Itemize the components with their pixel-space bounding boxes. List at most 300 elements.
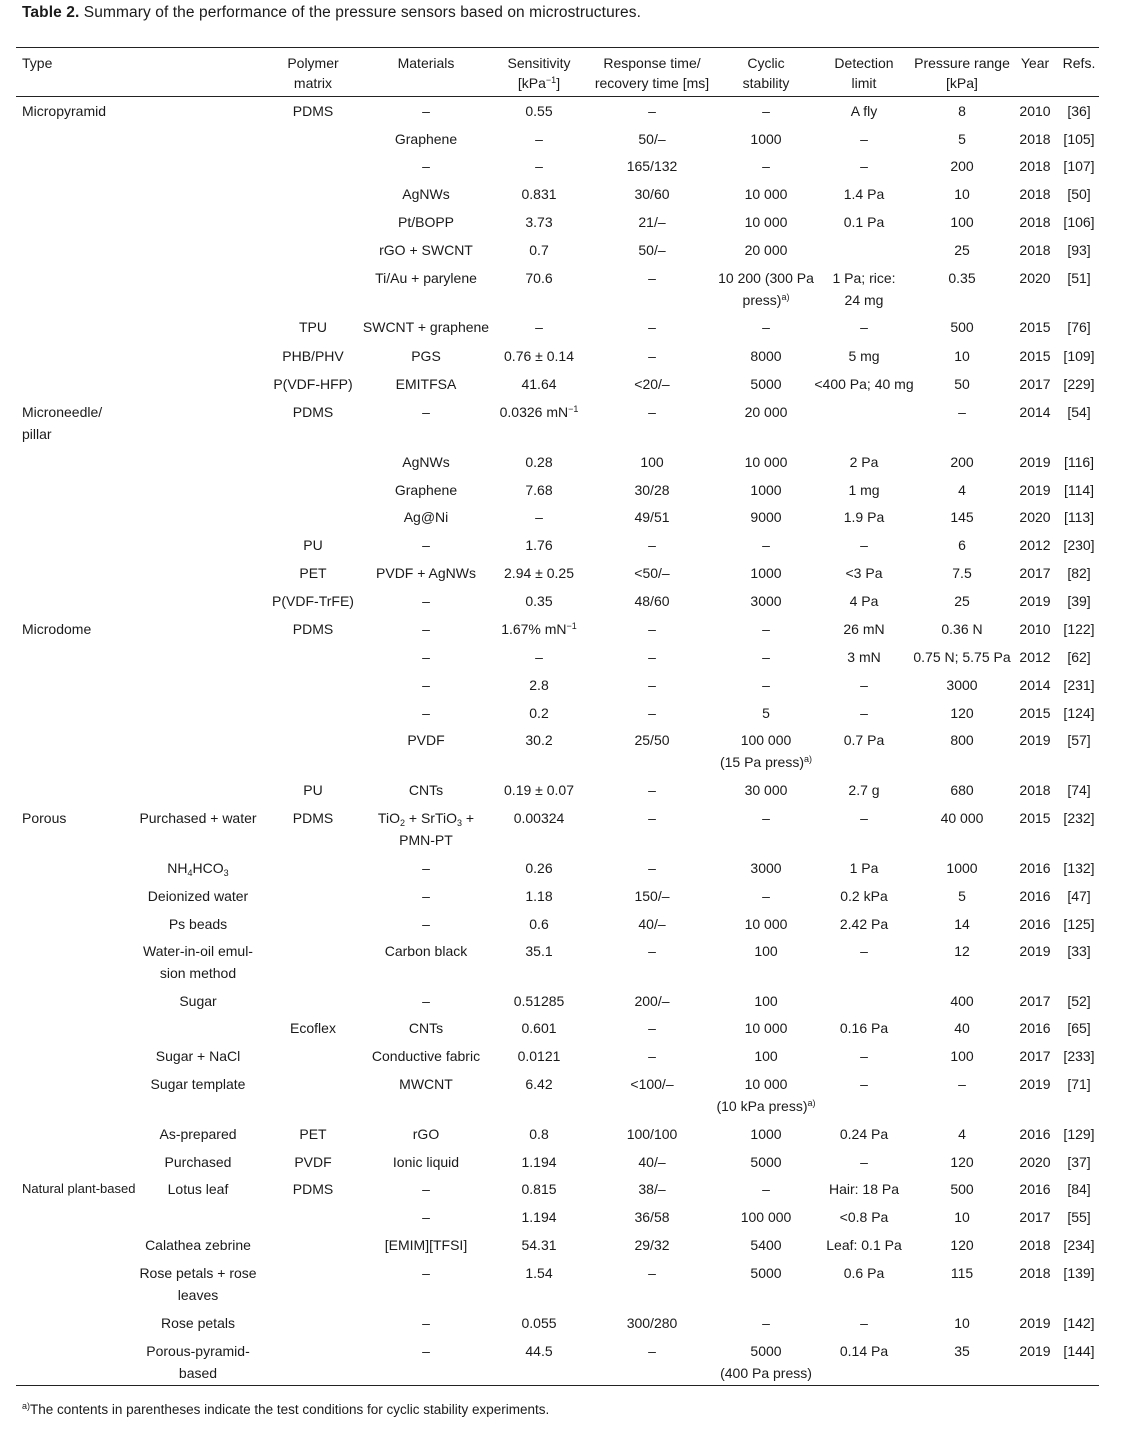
cell-range: 1000 xyxy=(946,860,978,876)
cell-det: – xyxy=(860,131,868,147)
cell-range: 10 xyxy=(954,186,970,202)
cell-refs: [234] xyxy=(1063,1237,1095,1253)
cell-resp: 29/32 xyxy=(634,1237,670,1253)
cell-cyc: – xyxy=(762,888,770,904)
cell-range: 5 xyxy=(958,888,966,904)
cell-year: 2010 xyxy=(1019,103,1051,119)
cell-cyc: – xyxy=(762,103,770,119)
cell-materials: Ti/Au + parylene xyxy=(375,270,477,286)
cell-refs: [107] xyxy=(1063,158,1095,174)
cell-range: 50 xyxy=(954,376,970,392)
cell-refs: [52] xyxy=(1067,993,1091,1009)
cell-year: 2018 xyxy=(1019,131,1051,147)
cell-range: 4 xyxy=(958,482,966,498)
cell-range: 200 xyxy=(950,454,974,470)
cell-year: 2010 xyxy=(1019,621,1051,637)
cell-cyc: – xyxy=(762,1181,770,1197)
cell-det: 1.4 Pa xyxy=(843,186,885,202)
cell-range: 145 xyxy=(950,509,974,525)
cell-resp: <50/– xyxy=(634,565,670,581)
cell-range: 680 xyxy=(950,782,974,798)
cell-resp: 100 xyxy=(640,454,664,470)
cell-year: 2019 xyxy=(1019,1076,1051,1092)
cell-sens: 2.94 ± 0.25 xyxy=(504,565,574,581)
cell-range: 4 xyxy=(958,1126,966,1142)
cell-materials: Graphene xyxy=(394,482,458,498)
cell-refs: [57] xyxy=(1067,732,1091,748)
cell-materials: rGO xyxy=(412,1126,440,1142)
cell-resp: 300/280 xyxy=(626,1315,678,1331)
cell-sens: 0.19 ± 0.07 xyxy=(504,782,574,798)
cell-materials: SWCNT + graphene xyxy=(362,319,490,335)
cell-resp: 200/– xyxy=(634,993,670,1009)
cell-sub: Purchased xyxy=(164,1154,232,1170)
cell-year: 2016 xyxy=(1019,1020,1051,1036)
cell-sens: 0.831 xyxy=(521,186,557,202)
cell-year: 2018 xyxy=(1019,1265,1051,1281)
cell-refs: [47] xyxy=(1067,888,1091,904)
cell-matrix: PU xyxy=(303,782,323,798)
cell-type: Microdome xyxy=(22,621,92,637)
cell-resp: 100/100 xyxy=(626,1126,678,1142)
cell-sub: Rose petals xyxy=(161,1315,235,1331)
cell-year: 2016 xyxy=(1019,1181,1051,1197)
cell-det: 5 mg xyxy=(848,348,880,364)
header-range: Pressure range [kPa] xyxy=(914,55,1010,91)
cell-range: 25 xyxy=(954,593,970,609)
cell-sens: 6.42 xyxy=(525,1076,553,1092)
cell-det: 0.14 Pa xyxy=(839,1343,889,1359)
cell-sens: 44.5 xyxy=(525,1343,553,1359)
cell-type: Microneedle/ pillar xyxy=(22,404,103,442)
cell-resp: 40/– xyxy=(638,1154,666,1170)
cell-refs: [142] xyxy=(1063,1315,1095,1331)
cell-refs: [65] xyxy=(1067,1020,1091,1036)
cell-refs: [229] xyxy=(1063,376,1095,392)
cell-resp: – xyxy=(648,705,656,721)
cell-sub: Water-in-oil emul- sion method xyxy=(143,943,253,981)
cell-materials: PVDF + AgNWs xyxy=(376,565,476,581)
cell-resp: – xyxy=(648,103,656,119)
cell-refs: [109] xyxy=(1063,348,1095,364)
cell-det: 2 Pa xyxy=(849,454,879,470)
cell-cyc: 5000 xyxy=(750,376,782,392)
cell-resp: – xyxy=(648,348,656,364)
cell-refs: [76] xyxy=(1067,319,1091,335)
cell-cyc: – xyxy=(762,810,770,826)
cell-range: 800 xyxy=(950,732,974,748)
cell-sens: – xyxy=(535,509,543,525)
cell-det: 0.24 Pa xyxy=(839,1126,889,1142)
cell-sub: Ps beads xyxy=(168,916,228,932)
footnote: $^{a)}$The contents in parentheses indicate the test conditions for cyclic stability experiments. xyxy=(22,1401,550,1417)
cell-det: – xyxy=(860,677,868,693)
cell-materials: PVDF xyxy=(407,732,445,748)
cell-resp: 21/– xyxy=(638,214,666,230)
cell-sens: 0.26 xyxy=(525,860,553,876)
cell-cyc: 5000 xyxy=(750,1154,782,1170)
cell-resp: – xyxy=(648,649,656,665)
cell-materials: – xyxy=(422,993,430,1009)
cell-matrix: PDMS xyxy=(292,404,334,420)
cell-matrix: Ecoflex xyxy=(290,1020,336,1036)
cell-cyc: 5 xyxy=(762,705,770,721)
cell-refs: [132] xyxy=(1063,860,1095,876)
cell-range: 35 xyxy=(954,1343,970,1359)
cell-cyc: 8000 xyxy=(750,348,782,364)
cell-sens: 70.6 xyxy=(525,270,553,286)
cell-materials: – xyxy=(422,916,430,932)
cell-sens: 0.35 xyxy=(525,593,553,609)
cell-resp: 25/50 xyxy=(634,732,670,748)
cell-refs: [74] xyxy=(1067,782,1091,798)
cell-year: 2012 xyxy=(1019,649,1051,665)
cell-year: 2017 xyxy=(1019,1209,1051,1225)
cell-det: – xyxy=(860,1048,868,1064)
cell-cyc: 5000 (400 Pa press) xyxy=(720,1343,812,1381)
cell-det: 0.6 Pa xyxy=(843,1265,885,1281)
cell-matrix: P(VDF-TrFE) xyxy=(272,593,354,609)
cell-cyc: – xyxy=(762,677,770,693)
cell-sub: Sugar + NaCl xyxy=(155,1048,241,1064)
cell-cyc: – xyxy=(762,319,770,335)
header-det: Detection limit xyxy=(834,55,894,91)
cell-sens: 0.6 xyxy=(529,916,549,932)
cell-cyc: 9000 xyxy=(750,509,782,525)
cell-det: – xyxy=(860,158,868,174)
cell-materials: – xyxy=(422,1343,430,1359)
cell-sens: 0.601 xyxy=(521,1020,557,1036)
cell-range: 25 xyxy=(954,242,970,258)
cell-cyc: 100 xyxy=(754,943,778,959)
cell-sens: 54.31 xyxy=(521,1237,557,1253)
cell-sens: 0.2 xyxy=(529,705,549,721)
cell-resp: 30/60 xyxy=(634,186,670,202)
cell-cyc: 20 000 xyxy=(744,404,788,420)
cell-sens: 1.54 xyxy=(525,1265,553,1281)
cell-sens: – xyxy=(535,131,543,147)
cell-cyc: 30 000 xyxy=(744,782,788,798)
cell-year: 2020 xyxy=(1019,509,1051,525)
cell-sens: 0.0326 $mN^{-1}$ xyxy=(499,404,579,420)
cell-matrix: PDMS xyxy=(292,621,334,637)
cell-resp: – xyxy=(648,537,656,553)
cell-resp: – xyxy=(648,1265,656,1281)
cell-det: 2.7 g xyxy=(848,782,880,798)
cell-resp: 40/– xyxy=(638,916,666,932)
cell-refs: [129] xyxy=(1063,1126,1095,1142)
cell-sens: 0.815 xyxy=(521,1181,557,1197)
cell-range: 40 xyxy=(954,1020,970,1036)
cell-resp: – xyxy=(648,1343,656,1359)
cell-matrix: PDMS xyxy=(292,103,334,119)
cell-sub: Purchased + water xyxy=(139,810,257,826)
cell-refs: [233] xyxy=(1063,1048,1095,1064)
cell-resp: 49/51 xyxy=(634,509,670,525)
cell-sens: 2.8 xyxy=(529,677,549,693)
cell-range: 10 xyxy=(954,348,970,364)
cell-refs: [93] xyxy=(1067,242,1091,258)
cell-det: – xyxy=(860,319,868,335)
cell-matrix: PET xyxy=(299,1126,327,1142)
top-rule xyxy=(16,47,1099,48)
cell-sens: 1.194 xyxy=(521,1209,557,1225)
cell-sens: 7.68 xyxy=(525,482,553,498)
cell-range: 0.35 xyxy=(948,270,976,286)
cell-range: 7.5 xyxy=(952,565,972,581)
cell-det: 1 Pa xyxy=(849,860,879,876)
cell-materials: – xyxy=(422,404,430,420)
cell-cyc: 10 000 xyxy=(744,1020,788,1036)
cell-year: 2016 xyxy=(1019,860,1051,876)
header-sens: Sensitivity [kPa$^{-1}$] xyxy=(507,55,571,91)
cell-refs: [84] xyxy=(1067,1181,1091,1197)
cell-year: 2016 xyxy=(1019,1126,1051,1142)
cell-resp: 38/– xyxy=(638,1181,666,1197)
cell-sens: – xyxy=(535,158,543,174)
cell-resp: 30/28 xyxy=(634,482,670,498)
cell-refs: [125] xyxy=(1063,916,1095,932)
cell-det: 1.9 Pa xyxy=(843,509,885,525)
cell-resp: <100/– xyxy=(630,1076,674,1092)
cell-cyc: 1000 xyxy=(750,131,782,147)
cell-year: 2015 xyxy=(1019,348,1051,364)
cell-cyc: – xyxy=(762,158,770,174)
cell-det: 0.16 Pa xyxy=(839,1020,889,1036)
cell-det: – xyxy=(860,537,868,553)
header-year: Year xyxy=(1020,55,1050,71)
cell-year: 2012 xyxy=(1019,537,1051,553)
cell-year: 2018 xyxy=(1019,782,1051,798)
cell-range: 6 xyxy=(958,537,966,553)
cell-resp: 48/60 xyxy=(634,593,670,609)
cell-sens: 0.7 xyxy=(529,242,549,258)
cell-year: 2019 xyxy=(1019,482,1051,498)
cell-year: 2020 xyxy=(1019,270,1051,286)
cell-matrix: PET xyxy=(299,565,327,581)
header-resp: Response time/ recovery time [ms] xyxy=(594,55,710,91)
cell-sens: 30.2 xyxy=(525,732,553,748)
cell-refs: [122] xyxy=(1063,621,1095,637)
cell-materials: CNTs xyxy=(408,1020,444,1036)
cell-resp: – xyxy=(648,621,656,637)
cell-det: – xyxy=(860,1315,868,1331)
cell-range: 10 xyxy=(954,1315,970,1331)
cell-year: 2019 xyxy=(1019,454,1051,470)
cell-year: 2019 xyxy=(1019,1315,1051,1331)
cell-cyc: 5000 xyxy=(750,1265,782,1281)
cell-sens: 35.1 xyxy=(525,943,553,959)
cell-refs: [71] xyxy=(1067,1076,1091,1092)
cell-materials: – xyxy=(422,649,430,665)
header-type: Type xyxy=(22,55,53,71)
cell-refs: [114] xyxy=(1063,482,1095,498)
cell-materials: AgNWs xyxy=(402,186,450,202)
cell-sens: 1.76 xyxy=(525,537,553,553)
cell-sens: 0.8 xyxy=(529,1126,549,1142)
header-refs: Refs. xyxy=(1062,55,1096,71)
cell-det: <400 Pa; 40 mg xyxy=(814,376,914,392)
cell-sub: As-prepared xyxy=(159,1126,237,1142)
cell-cyc: 100 xyxy=(754,993,778,1009)
cell-range: 40 000 xyxy=(940,810,984,826)
cell-cyc: 1000 xyxy=(750,1126,782,1142)
cell-sens: 3.73 xyxy=(525,214,553,230)
cell-materials: CNTs xyxy=(408,782,444,798)
cell-materials: Pt/BOPP xyxy=(397,214,455,230)
cell-materials: Carbon black xyxy=(384,943,468,959)
cell-resp: – xyxy=(648,1020,656,1036)
cell-cyc: 3000 xyxy=(750,860,782,876)
cell-refs: [39] xyxy=(1067,593,1091,609)
cell-cyc: – xyxy=(762,1315,770,1331)
cell-det: <3 Pa xyxy=(845,565,883,581)
cell-refs: [62] xyxy=(1067,649,1091,665)
cell-resp: 50/– xyxy=(638,242,666,258)
cell-materials: Graphene xyxy=(394,131,458,147)
cell-year: 2014 xyxy=(1019,677,1051,693)
cell-materials: – xyxy=(422,677,430,693)
cell-refs: [113] xyxy=(1063,509,1095,525)
cell-matrix: TPU xyxy=(299,319,327,335)
cell-refs: [106] xyxy=(1063,214,1095,230)
cell-year: 2019 xyxy=(1019,732,1051,748)
cell-cyc: 100 xyxy=(754,1048,778,1064)
cell-materials: PGS xyxy=(411,348,441,364)
cell-range: – xyxy=(958,404,966,420)
cell-year: 2019 xyxy=(1019,593,1051,609)
header-rule xyxy=(16,96,1099,97)
cell-refs: [230] xyxy=(1063,537,1095,553)
cell-type: Porous xyxy=(22,810,67,826)
cell-resp: 36/58 xyxy=(634,1209,670,1225)
cell-range: 500 xyxy=(950,1181,974,1197)
cell-range: – xyxy=(958,1076,966,1092)
cell-year: 2017 xyxy=(1019,1048,1051,1064)
cell-range: 10 xyxy=(954,1209,970,1225)
cell-materials: – xyxy=(422,1315,430,1331)
cell-range: 14 xyxy=(954,916,970,932)
cell-year: 2016 xyxy=(1019,916,1051,932)
cell-materials: – xyxy=(422,537,430,553)
cell-det: 26 mN xyxy=(843,621,885,637)
cell-materials: EMITFSA xyxy=(395,376,457,392)
cell-sub: Calathea zebrine xyxy=(145,1237,251,1253)
cell-range: 120 xyxy=(950,705,974,721)
cell-resp: <20/– xyxy=(634,376,670,392)
cell-cyc: 10 000 xyxy=(744,454,788,470)
caption-label: Table 2. xyxy=(22,4,80,21)
cell-cyc: 10 000 xyxy=(744,186,788,202)
cell-cyc: 10 000 xyxy=(744,214,788,230)
cell-sens: 0.51285 xyxy=(513,993,565,1009)
cell-refs: [124] xyxy=(1063,705,1095,721)
cell-resp: – xyxy=(648,782,656,798)
cell-range: 3000 xyxy=(946,677,978,693)
cell-range: 0.75 N; 5.75 Pa xyxy=(913,649,1011,665)
cell-matrix: PDMS xyxy=(292,810,334,826)
cell-year: 2017 xyxy=(1019,376,1051,392)
cell-range: 12 xyxy=(954,943,970,959)
cell-sens: 0.55 xyxy=(525,103,553,119)
cell-sub: Sugar template xyxy=(150,1076,246,1092)
cell-matrix: PVDF xyxy=(294,1154,332,1170)
cell-materials: – xyxy=(422,621,430,637)
cell-materials: – xyxy=(422,593,430,609)
cell-resp: – xyxy=(648,677,656,693)
cell-materials: – xyxy=(422,1265,430,1281)
cell-resp: – xyxy=(648,270,656,286)
cell-materials: Ionic liquid xyxy=(392,1154,460,1170)
cell-sub: Sugar xyxy=(179,993,217,1009)
cell-refs: [51] xyxy=(1067,270,1091,286)
cell-year: 2019 xyxy=(1019,1343,1051,1359)
cell-range: 8 xyxy=(958,103,966,119)
cell-refs: [116] xyxy=(1063,454,1095,470)
cell-sens: 1.194 xyxy=(521,1154,557,1170)
cell-resp: – xyxy=(648,1048,656,1064)
cell-det: 1 Pa; rice: 24 mg xyxy=(832,270,896,308)
cell-year: 2017 xyxy=(1019,993,1051,1009)
cell-range: 120 xyxy=(950,1237,974,1253)
cell-refs: [105] xyxy=(1063,131,1095,147)
cell-det: – xyxy=(860,1076,868,1092)
cell-year: 2018 xyxy=(1019,214,1051,230)
cell-materials: [EMIM][TFSI] xyxy=(384,1237,468,1253)
cell-year: 2018 xyxy=(1019,186,1051,202)
cell-materials: Ag@Ni xyxy=(403,509,449,525)
cell-refs: [232] xyxy=(1063,810,1095,826)
cell-cyc: 3000 xyxy=(750,593,782,609)
cell-range: 100 xyxy=(950,1048,974,1064)
cell-sens: 0.28 xyxy=(525,454,553,470)
cell-materials: – xyxy=(422,103,430,119)
cell-range: 100 xyxy=(950,214,974,230)
cell-materials: rGO + SWCNT xyxy=(379,242,473,258)
header-matrix: Polymer matrix xyxy=(287,55,339,91)
cell-matrix: PHB/PHV xyxy=(282,348,344,364)
cell-materials: – xyxy=(422,888,430,904)
cell-cyc: – xyxy=(762,649,770,665)
cell-materials: MWCNT xyxy=(399,1076,453,1092)
cell-matrix: PDMS xyxy=(292,1181,334,1197)
cell-type: Micropyramid xyxy=(22,103,107,119)
cell-materials: – xyxy=(422,860,430,876)
cell-sens: 41.64 xyxy=(521,376,557,392)
cell-det: 0.7 Pa xyxy=(843,732,885,748)
cell-year: 2015 xyxy=(1019,705,1051,721)
cell-det: 0.1 Pa xyxy=(843,214,885,230)
cell-cyc: 10 000 (10 kPa press)$^{a)}$ xyxy=(716,1076,816,1114)
cell-sens: 1.18 xyxy=(525,888,553,904)
cell-sub: $NH_4HCO_3$ xyxy=(167,860,229,878)
cell-materials: – xyxy=(422,158,430,174)
cell-type: Natural plant-based xyxy=(22,1181,136,1196)
cell-det: 1 mg xyxy=(848,482,880,498)
cell-year: 2016 xyxy=(1019,888,1051,904)
cell-resp: 50/– xyxy=(638,131,666,147)
cell-det: 3 mN xyxy=(847,649,881,665)
cell-refs: [54] xyxy=(1067,404,1091,420)
cell-materials: – xyxy=(422,1209,430,1225)
table-caption xyxy=(22,4,641,22)
cell-materials: – xyxy=(422,705,430,721)
caption-text: Summary of the performance of the pressure sensors based on microstructures. xyxy=(83,4,642,21)
cell-year: 2015 xyxy=(1019,810,1051,826)
cell-sens: – xyxy=(535,649,543,665)
cell-det: 0.2 kPa xyxy=(840,888,888,904)
cell-det: – xyxy=(860,705,868,721)
